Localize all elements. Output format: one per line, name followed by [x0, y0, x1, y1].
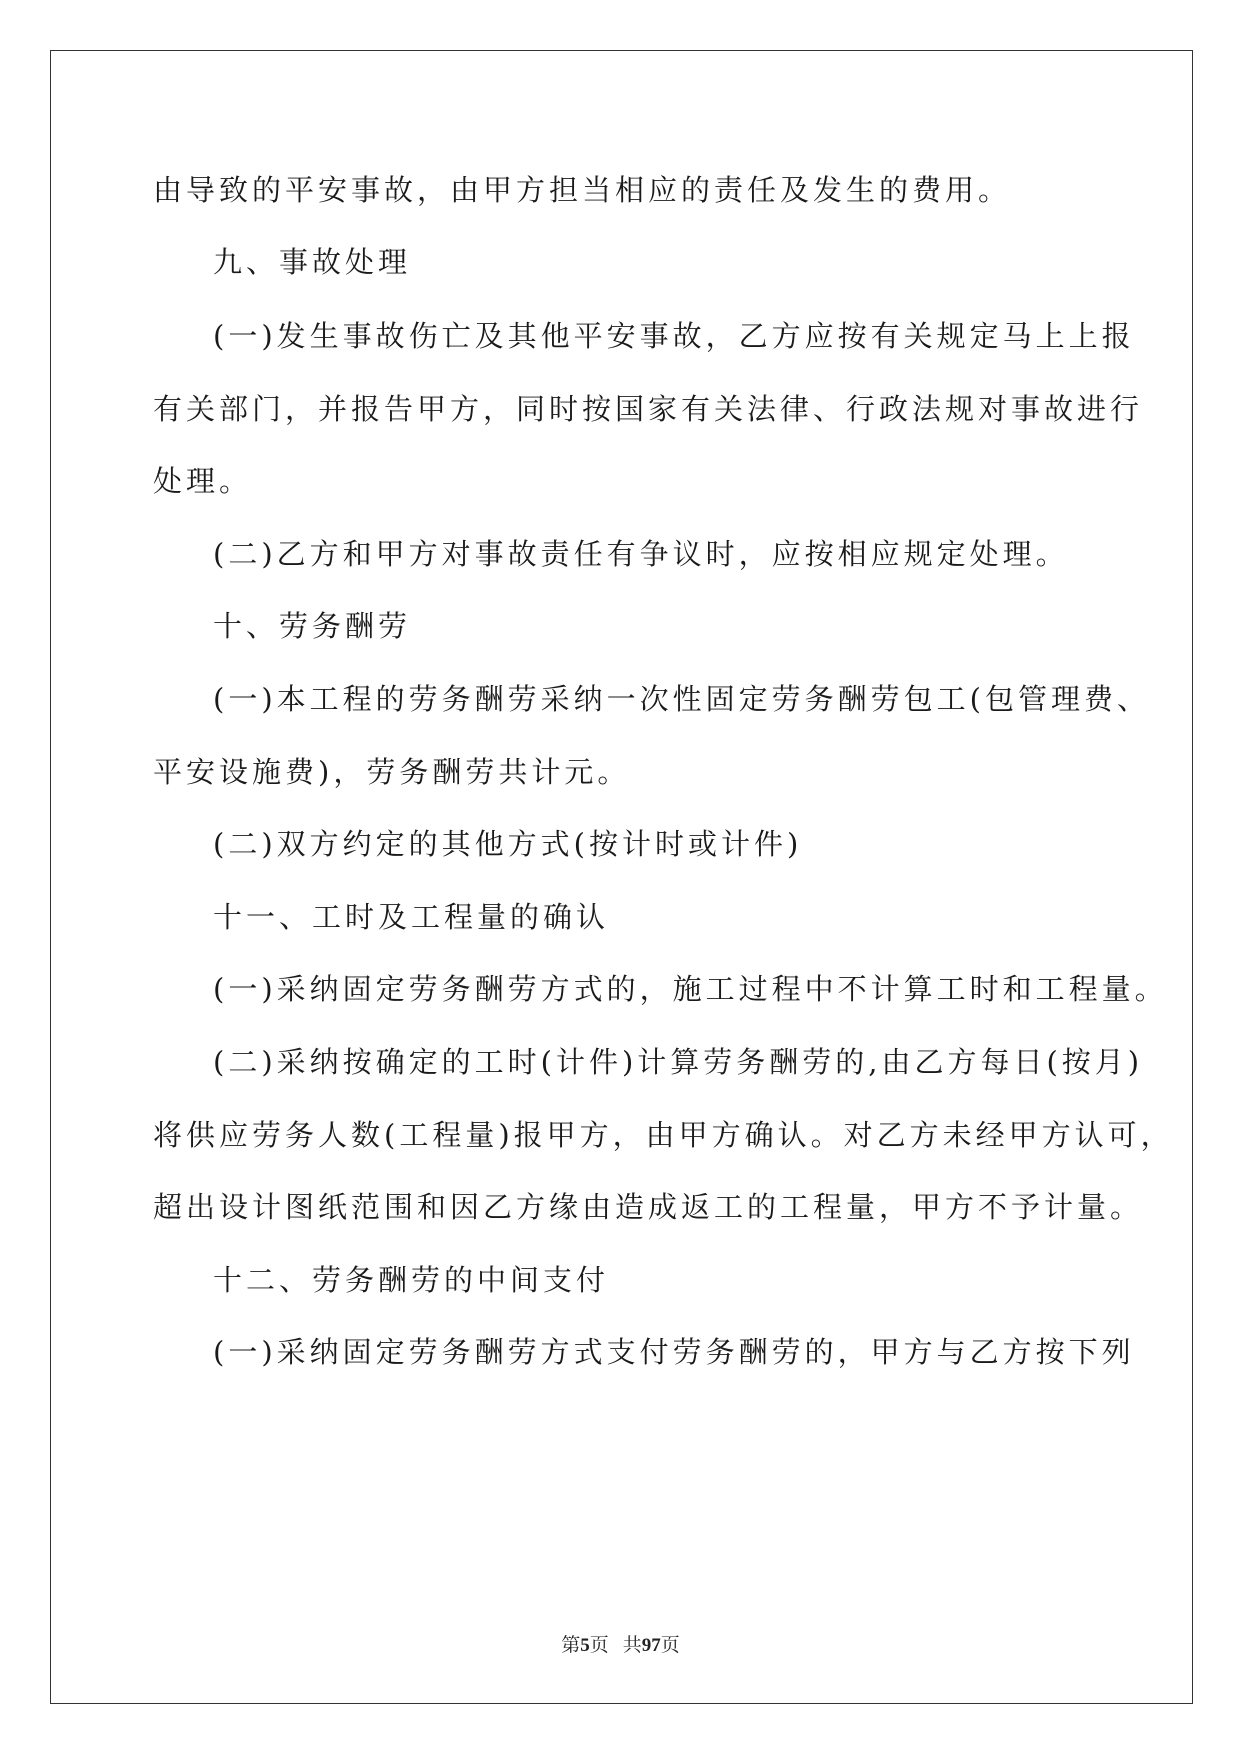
page-border — [50, 50, 1193, 1704]
text-line: (一)采纳固定劳务酬劳方式的，施工过程中不计算工时和工程量。 — [213, 972, 1168, 1006]
page-footer — [0, 1630, 1241, 1657]
text-line-continuation: 由导致的平安事故，由甲方担当相应的责任及发生的费用。 — [153, 173, 1012, 207]
section-heading-work-confirmation: 十一、工时及工程量的确认 — [213, 900, 610, 934]
text-line: 处理。 — [153, 464, 253, 498]
text-line: 平安设施费)，劳务酬劳共计元。 — [153, 755, 631, 789]
section-heading-labor-remuneration: 十、劳务酬劳 — [213, 609, 412, 643]
text-line: (一)采纳固定劳务酬劳方式支付劳务酬劳的，甲方与乙方按下列 — [213, 1335, 1135, 1369]
page-current: 5 — [580, 1635, 590, 1656]
text-line: (二)乙方和甲方对事故责任有争议时，应按相应规定处理。 — [213, 537, 1069, 571]
page-prefix: 第 — [561, 1634, 581, 1656]
page-total: 97 — [641, 1635, 661, 1656]
section-heading-interim-payment: 十二、劳务酬劳的中间支付 — [213, 1263, 610, 1297]
text-line: (二)双方约定的其他方式(按计时或计件) — [213, 827, 803, 861]
total-unit: 页 — [660, 1634, 680, 1656]
text-line: 将供应劳务人数(工程量)报甲方，由甲方确认。对乙方未经甲方认可， — [153, 1118, 1174, 1152]
text-line: 有关部门，并报告甲方，同时按国家有关法律、行政法规对事故进行 — [153, 392, 1144, 426]
section-heading-accident-handling: 九、事故处理 — [213, 245, 412, 279]
text-line: (一)本工程的劳务酬劳采纳一次性固定劳务酬劳包工(包管理费、 — [213, 682, 1150, 716]
text-line: (一)发生事故伤亡及其他平安事故，乙方应按有关规定马上上报 — [213, 319, 1135, 353]
page-unit: 页 — [589, 1634, 609, 1656]
text-line: (二)采纳按确定的工时(计件)计算劳务酬劳的,由乙方每日(按月) — [213, 1045, 1144, 1079]
text-line: 超出设计图纸范围和因乙方缘由造成返工的工程量，甲方不予计量。 — [153, 1190, 1144, 1224]
total-prefix: 共 — [622, 1634, 642, 1656]
